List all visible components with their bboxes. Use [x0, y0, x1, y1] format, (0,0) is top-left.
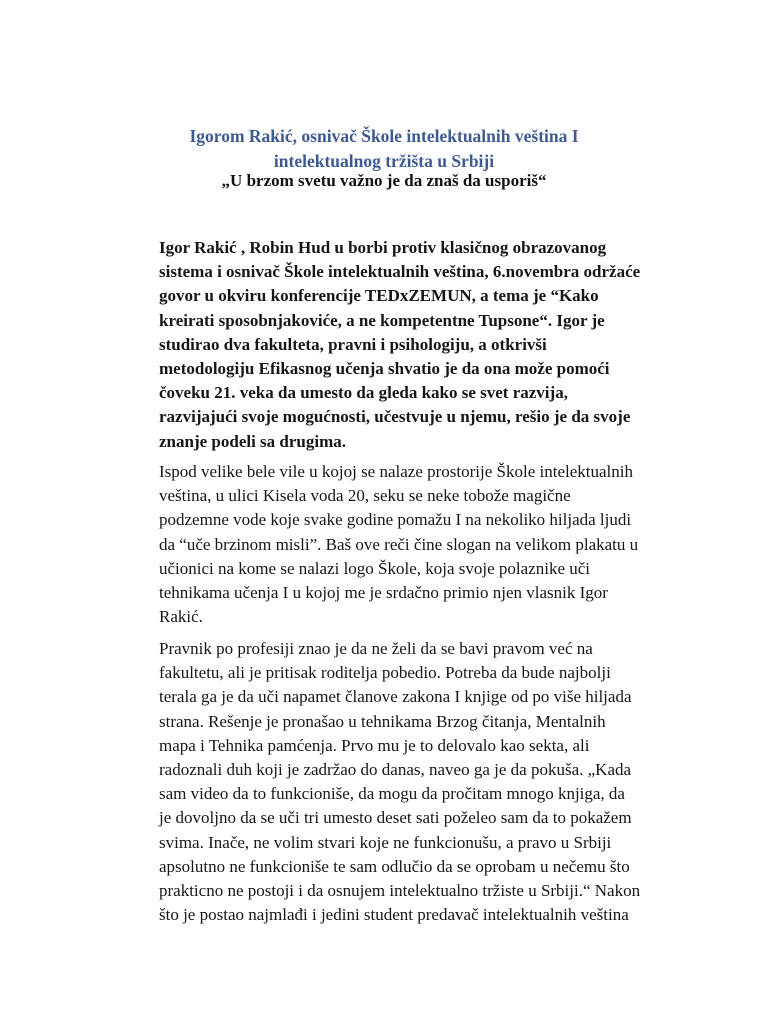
body-line: sam video da to funkcioniše, da mogu da pročitam mnogo knjiga, da — [159, 784, 625, 804]
intro-line: Igor Rakić , Robin Hud u borbi protiv klasičnog obrazovanog — [159, 238, 607, 257]
body-line: podzemne vode koje svake godine pomažu I na nekoliko hiljada ljudi — [159, 510, 632, 530]
body-paragraph-2 — [159, 460, 639, 629]
article-title — [160, 124, 608, 174]
body-line: Ispod velike bele vile u kojoj se nalaze prostorije Škole intelektualnih — [159, 462, 633, 481]
body-line: mapa i Tehnika pamćenja. Prvo mu je to delovalo kao sekta, ali — [159, 735, 590, 755]
body-line: fakultetu, ali je pritisak roditelja pobedio. Potreba da bude najbolji — [159, 663, 611, 683]
body-line: da “uče brzinom misli”. Baš ove reči čine slogan na velikom plakatu u — [159, 534, 639, 554]
body-line: Rakić. — [159, 607, 203, 627]
intro-line: znanje podeli sa drugima. — [159, 431, 347, 451]
body-line: svima. Inače, ne volim stvari koje ne funkcionušu, a pravo u Srbiji — [159, 832, 612, 852]
intro-paragraph — [159, 236, 641, 454]
intro-line: govor u okviru konferencije TEDxZEMUN, a tema je “Kako — [159, 286, 599, 306]
body-line: što je postao najmlađi i jedini student predavač intelektualnih veština — [159, 905, 629, 925]
body-paragraph-3 — [159, 637, 641, 927]
body-line: prakticno ne postoji i da osnujem intelektualno tržiste u Srbiji.“ Nakon — [159, 881, 641, 901]
intro-line: studirao dva fakulteta, pravni i psihologiju, a otkrivši — [159, 334, 547, 354]
article-subtitle: „U brzom svetu važno je da znaš da usporiš“ — [221, 171, 547, 190]
body-line: strana. Rešenje je pronašao u tehnikama Brzog čitanja, Mentalnih — [159, 711, 606, 731]
body-line: terala ga je da uči napamet članove zakona I knjige od po više hiljada — [159, 687, 632, 707]
intro-line: razvijajući svoje mogućnosti, učestvuje u njemu, rešio je da svoje — [159, 407, 631, 427]
body-line: Pravnik po profesiji znao je da ne želi da se bavi pravom već na — [159, 639, 593, 658]
intro-line: metodologiju Efikasnog učenja shvatio je da ona može pomoći — [159, 359, 610, 379]
body-line: radoznali duh koji je zadržao do danas, naveo ga je da pokuša. „Kada — [159, 760, 632, 780]
body-line: je dovoljno da se uči tri umesto deset sati poželeo sam da to pokažem — [159, 808, 632, 828]
article-title-line-2: intelektualnog tržišta u Srbiji — [273, 151, 495, 171]
body-line: apsolutno ne funkcioniše te sam odlučio da se oprobam u nečemu što — [159, 856, 630, 876]
intro-line: čoveku 21. veka da umesto da gleda kako se svet razvija, — [159, 383, 568, 403]
article-title-line-1: Igorom Rakić, osnivač Škole intelektualnih veština I — [189, 126, 579, 146]
intro-line: kreirati sposobnjakoviće, a ne kompetentne Tupsone“. Igor je — [159, 310, 605, 330]
intro-line: sistema i osnivač Škole intelektualnih veština, 6.novembra održaće — [159, 262, 641, 282]
body-line: učionici na kome se nalazi logo Škole, koja svoje polaznike uči — [159, 558, 591, 578]
body-line: veština, u ulici Kisela voda 20, seku se neke tobože magične — [159, 486, 571, 506]
body-line: tehnikama učenja I u kojoj me je srdačno primio njen vlasnik Igor — [159, 583, 608, 603]
